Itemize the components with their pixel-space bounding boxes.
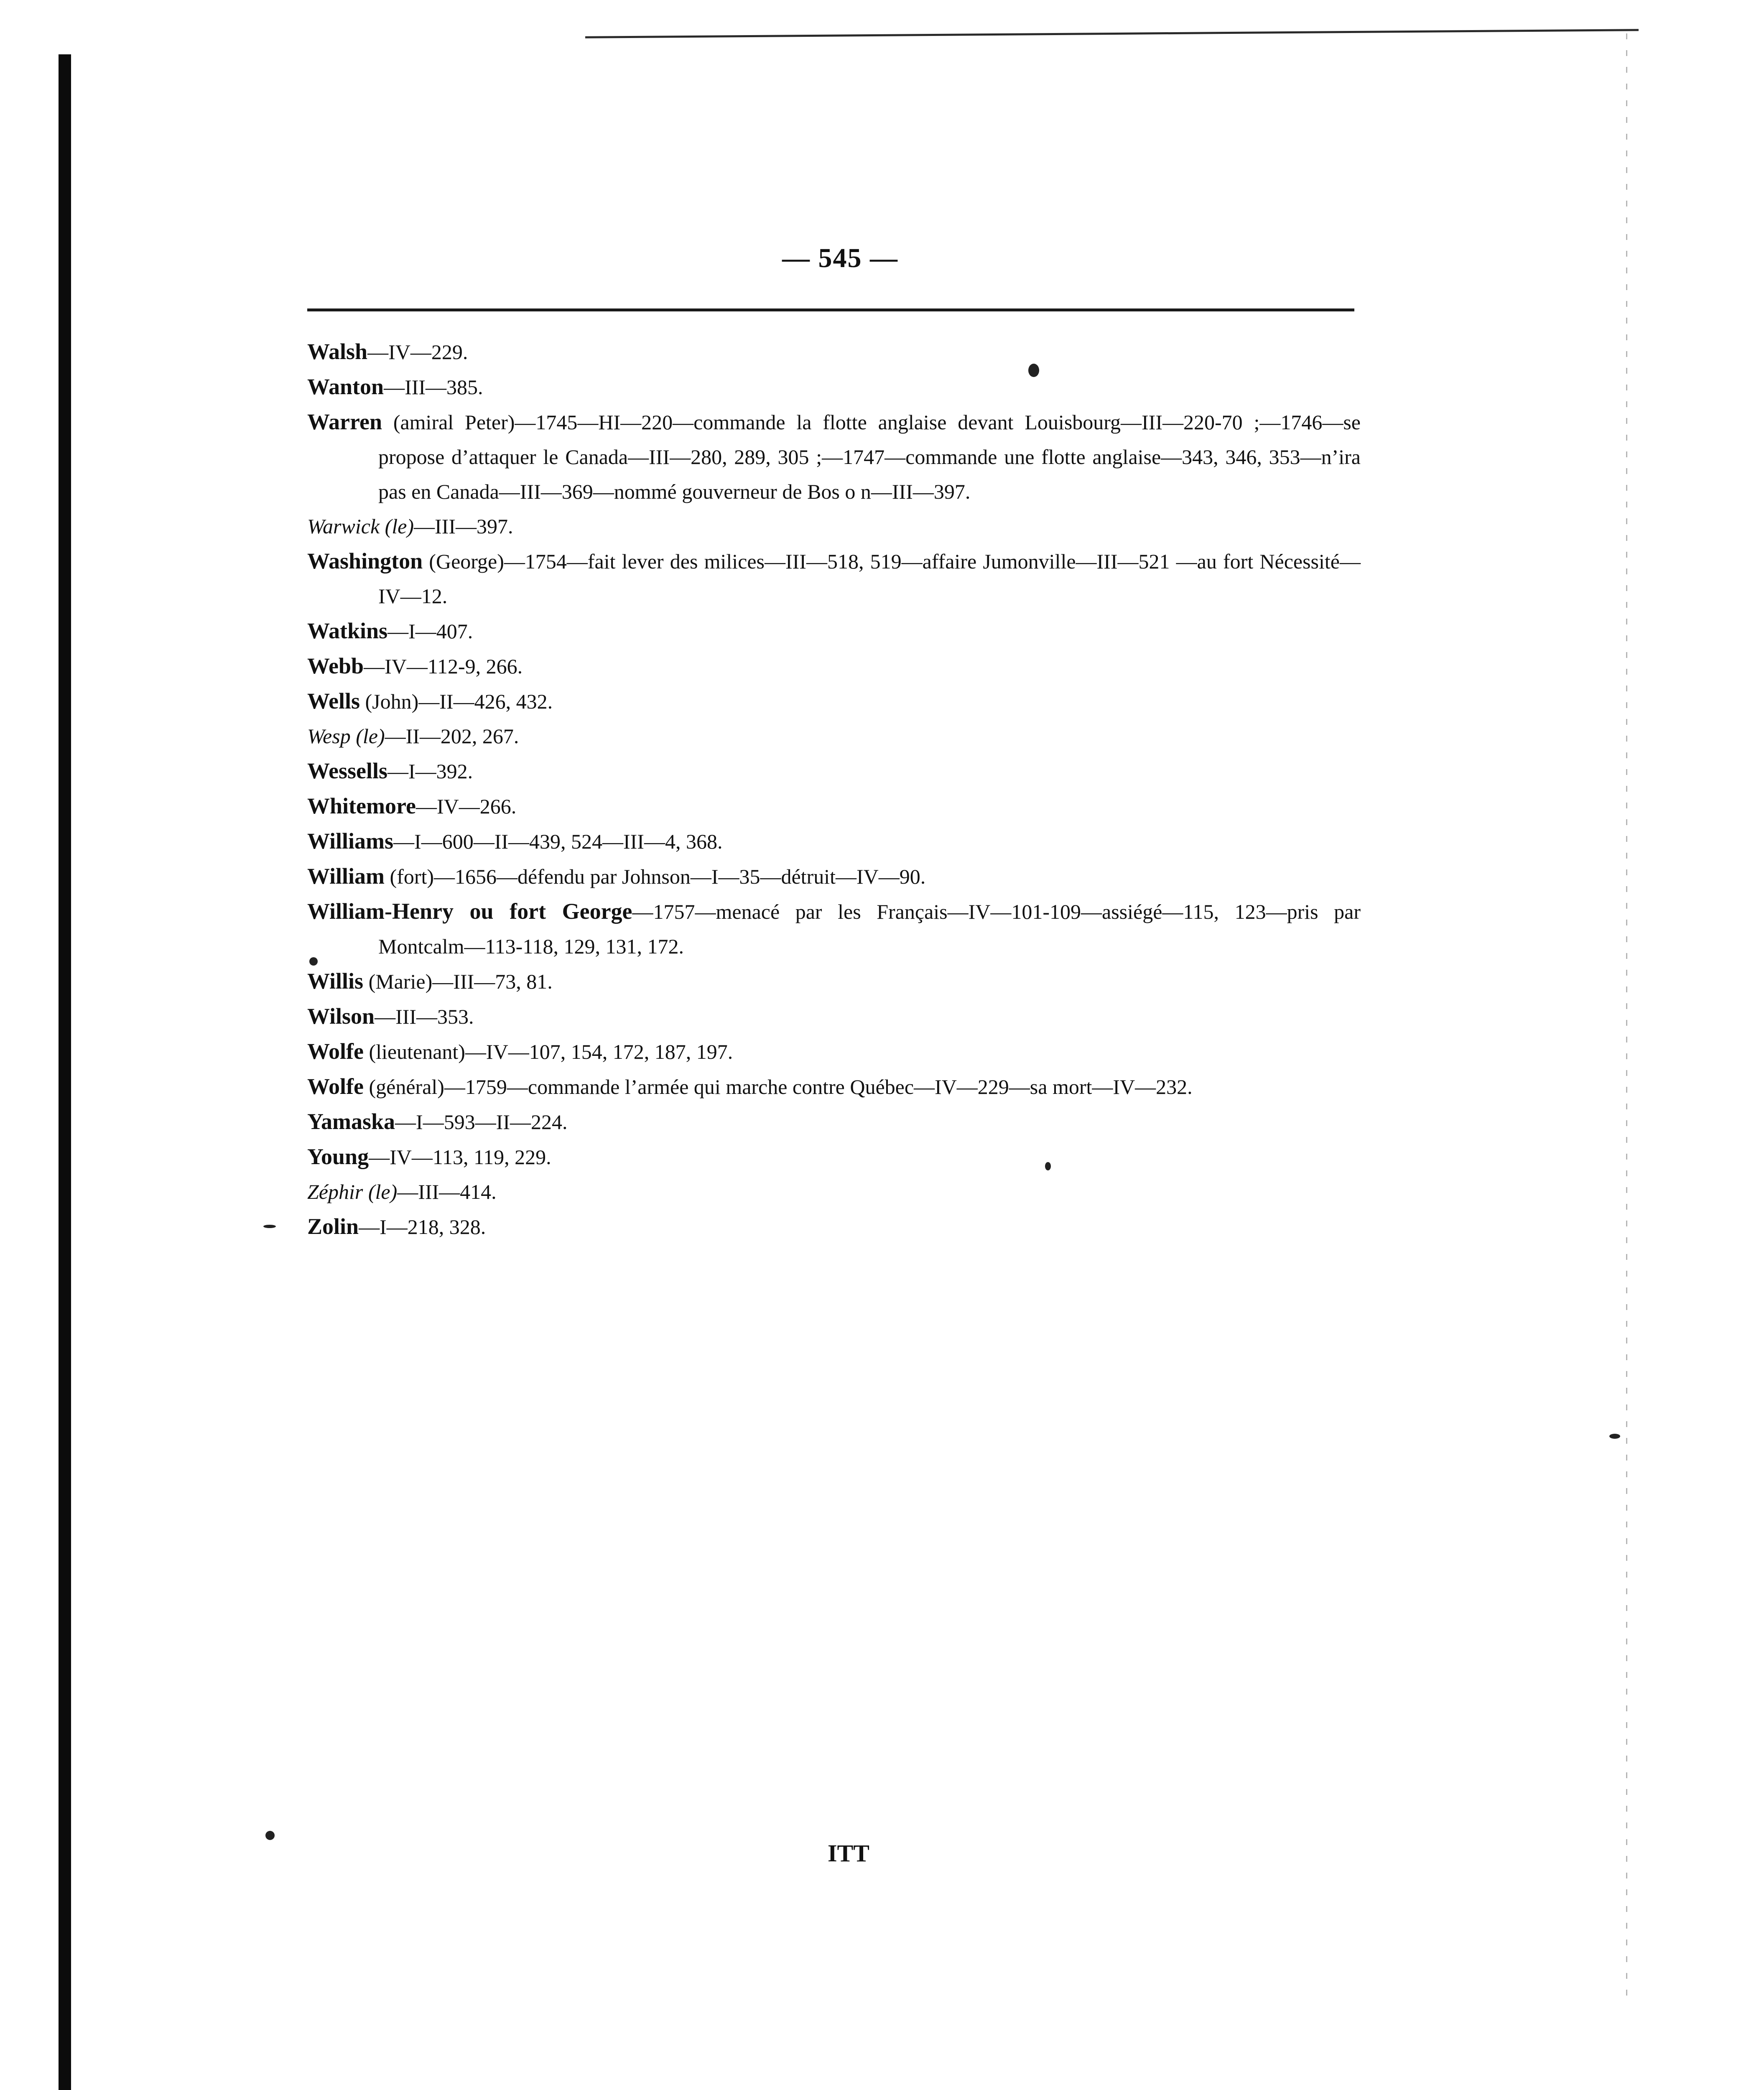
entry-text: —IV—229. bbox=[367, 340, 468, 364]
entry-text: —IV—113, 119, 229. bbox=[369, 1145, 551, 1169]
header-rule bbox=[307, 308, 1354, 311]
entry-head: Walsh bbox=[307, 339, 368, 364]
entry-text: —III—353. bbox=[375, 1005, 474, 1028]
index-entry bbox=[307, 789, 1361, 824]
index-entry bbox=[307, 1139, 1361, 1175]
entry-text: —I—407. bbox=[387, 619, 473, 643]
entry-text: —III—385. bbox=[384, 375, 483, 399]
index-entry bbox=[307, 894, 1361, 964]
entry-head: Zolin bbox=[307, 1214, 359, 1239]
entry-text: (amiral Peter)—1745—HI—220—commande la flotte anglaise devant Louisbourg—III—220-70 ;—1746—se propose d’attaquer le Canada—III—280, 289, 305 ;—1747—commande une flotte anglaise—343, 346, 353—n’ira pas en Canada—III—369—nommé gouverneur de Bos o n—III—397. bbox=[378, 410, 1361, 503]
index-entry bbox=[307, 964, 1361, 999]
index-entry bbox=[307, 1175, 1361, 1209]
entry-head: Wanton bbox=[307, 374, 384, 399]
scan-speck bbox=[1609, 1434, 1620, 1439]
index-list bbox=[307, 334, 1361, 1244]
index-entry bbox=[307, 370, 1361, 405]
entry-head: Watkins bbox=[307, 618, 388, 643]
page-number: — 545 — bbox=[782, 243, 898, 273]
index-entry bbox=[307, 334, 1361, 370]
index-entry bbox=[307, 1034, 1361, 1069]
entry-text: —I—392. bbox=[387, 760, 473, 783]
index-entry bbox=[307, 824, 1361, 859]
index-entry bbox=[307, 544, 1361, 614]
entry-text: (Marie)—III—73, 81. bbox=[363, 970, 553, 993]
entry-text: (fort)—1656—défendu par Johnson—I—35—détruit—IV—90. bbox=[385, 865, 926, 888]
entry-text: —IV—266. bbox=[416, 795, 517, 818]
index-entry bbox=[307, 859, 1361, 894]
entry-head: Warren bbox=[307, 409, 382, 434]
entry-head: Warwick (le) bbox=[307, 515, 414, 538]
entry-text: —I—218, 328. bbox=[359, 1215, 486, 1239]
entry-text: —I—593—II—224. bbox=[395, 1110, 568, 1134]
entry-head: Young bbox=[307, 1144, 369, 1169]
index-entry bbox=[307, 719, 1361, 754]
entry-text: —III—397. bbox=[414, 515, 513, 538]
entry-text: —I—600—II—439, 524—III—4, 368. bbox=[393, 830, 723, 853]
entry-head: Wolfe bbox=[307, 1039, 364, 1064]
entry-text: (John)—II—426, 432. bbox=[360, 690, 553, 713]
index-entry bbox=[307, 649, 1361, 684]
index-entry bbox=[307, 405, 1361, 509]
scan-speck bbox=[1045, 1162, 1051, 1170]
entry-head: Wilson bbox=[307, 1004, 375, 1029]
signature-mark: ITT bbox=[828, 1840, 869, 1867]
scan-top-edge bbox=[585, 29, 1639, 38]
entry-head: Wolfe bbox=[307, 1074, 364, 1099]
entry-text: —1757—menacé par les Français—IV—101-109—assiégé—115, 123—pris par Montcalm—113-118, 129, 131, 172. bbox=[378, 900, 1361, 958]
index-entry bbox=[307, 1104, 1361, 1139]
entry-head: Whitemore bbox=[307, 793, 416, 818]
scan-speck bbox=[265, 1831, 275, 1840]
index-entry bbox=[307, 1069, 1361, 1104]
index-entry bbox=[307, 509, 1361, 544]
index-entry bbox=[307, 754, 1361, 789]
entry-head: Yamaska bbox=[307, 1109, 395, 1134]
entry-head: Zéphir (le) bbox=[307, 1180, 398, 1203]
entry-head: Webb bbox=[307, 653, 364, 678]
entry-text: —II—202, 267. bbox=[385, 724, 519, 748]
entry-head: Willis bbox=[307, 969, 364, 994]
entry-head: William bbox=[307, 864, 385, 889]
index-entry bbox=[307, 999, 1361, 1034]
index-entry bbox=[307, 614, 1361, 649]
entry-head: Wells bbox=[307, 688, 360, 714]
scan-speck bbox=[1028, 364, 1039, 377]
entry-head: Wessells bbox=[307, 758, 388, 783]
scan-right-edge bbox=[1626, 33, 1627, 1998]
scan-speck bbox=[309, 957, 318, 966]
entry-text: (général)—1759—commande l’armée qui marche contre Québec—IV—229—sa mort—IV—232. bbox=[363, 1075, 1193, 1099]
entry-text: (George)—1754—fait lever des milices—III—518, 519—affaire Jumonville—III—521 —au fort Nécessité—IV—12. bbox=[378, 550, 1361, 608]
index-entry bbox=[307, 684, 1361, 719]
scan-speck bbox=[263, 1225, 276, 1228]
entry-head: Wesp (le) bbox=[307, 724, 385, 748]
index-entry bbox=[307, 1209, 1361, 1244]
scan-binding-edge bbox=[59, 54, 71, 2090]
entry-text: (lieutenant)—IV—107, 154, 172, 187, 197. bbox=[363, 1040, 733, 1063]
entry-text: —III—414. bbox=[397, 1180, 497, 1203]
entry-head: William-Henry ou fort George bbox=[307, 899, 632, 924]
entry-head: Williams bbox=[307, 828, 394, 854]
entry-head: Washington bbox=[307, 548, 423, 573]
entry-text: —IV—112-9, 266. bbox=[364, 655, 523, 678]
